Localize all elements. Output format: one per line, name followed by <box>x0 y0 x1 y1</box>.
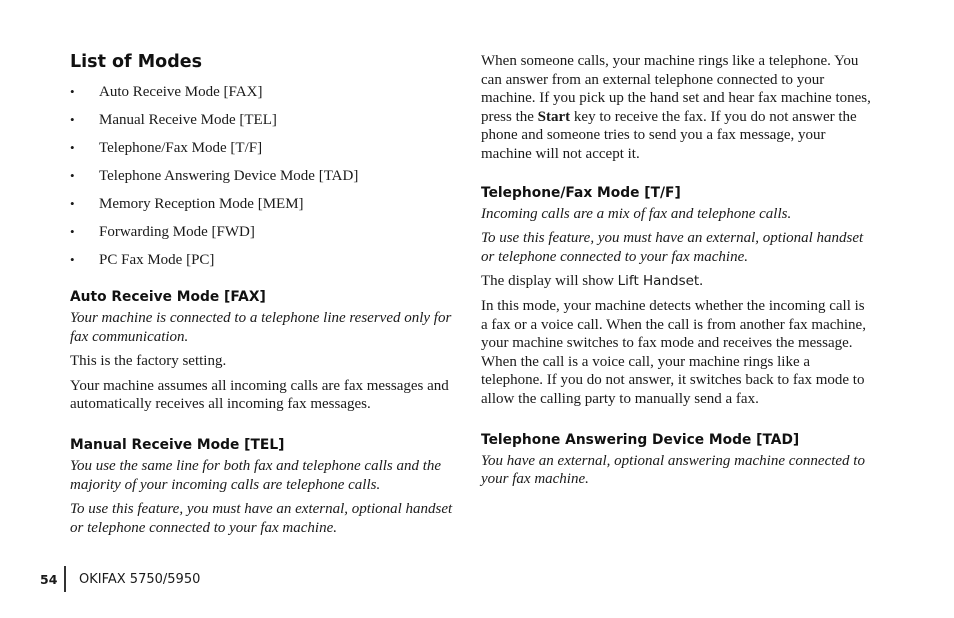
intro-paragraph <box>481 52 873 164</box>
tf-display-suffix: . <box>699 273 703 290</box>
page-title: List of Modes <box>70 52 203 72</box>
section-tad <box>481 431 873 489</box>
tf-body: In this mode, your machine detects whether the incoming call is a fax or a voice call. When the call is from another fax machine, your machine switches to fax mode and receives the message. When the call is a voice call, your machine rings like a telephone. If you do not answer, it switches back to fax mode to allow the calling party to manually send a fax. <box>481 297 866 407</box>
display-message: Lift Handset <box>617 273 700 290</box>
tf-display-note <box>481 272 873 291</box>
intro-text-1: When someone calls, your machine rings like a telephone. You can answer from an external telephone connected to your machine. If you pick up the hand set and hear fax machine tones, press the <box>481 53 871 125</box>
tf-display-prefix: The display will show <box>481 273 618 290</box>
right-column <box>481 52 873 511</box>
tad-description: You have an external, optional answering machine connected to your fax machine. <box>481 452 865 488</box>
product-name: OKIFAX 5750/5950 <box>79 571 201 587</box>
fax-factory-note: This is the factory setting. <box>70 353 227 370</box>
section-heading-tad: Telephone Answering Device Mode [TAD] <box>481 431 800 448</box>
start-key-label: Start <box>537 108 571 125</box>
section-fax <box>70 288 454 414</box>
tel-description: You use the same line for both fax and telephone calls and the majority of your incoming calls are telephone calls. <box>70 457 442 493</box>
section-heading-tel: Manual Receive Mode [TEL] <box>70 436 285 453</box>
list-item: • Memory Reception Mode [MEM] <box>70 190 454 218</box>
section-tel <box>70 436 454 537</box>
tf-description: Incoming calls are a mix of fax and telephone calls. <box>481 205 792 222</box>
modes-list <box>70 78 454 274</box>
section-tf <box>481 184 873 409</box>
section-heading-tf: Telephone/Fax Mode [T/F] <box>481 184 681 201</box>
fax-description: Your machine is connected to a telephone line reserved only for fax communication. <box>70 310 452 345</box>
section-heading-fax: Auto Receive Mode [FAX] <box>70 289 266 305</box>
footer-divider <box>64 566 66 592</box>
page-number: 54 <box>40 571 58 587</box>
list-item: • Forwarding Mode [FWD] <box>70 218 454 246</box>
list-item: • Telephone Answering Device Mode [TAD] <box>70 162 454 190</box>
page-footer <box>40 566 200 592</box>
list-item: • Manual Receive Mode [TEL] <box>70 106 454 134</box>
intro-text-2: key to receive the fax. If you do not answer the phone and someone tries to send you a fax message, your machine will not accept it. <box>481 108 857 162</box>
tf-requirement: To use this feature, you must have an external, optional handset or telephone connected to your fax machine. <box>481 230 864 265</box>
list-item: • PC Fax Mode [PC] <box>70 246 454 274</box>
list-item: • Telephone/Fax Mode [T/F] <box>70 134 454 162</box>
left-column <box>70 52 454 559</box>
list-item: • Auto Receive Mode [FAX] <box>70 78 454 106</box>
tel-requirement: To use this feature, you must have an external, optional handset or telephone connected to your fax machine. <box>70 501 453 536</box>
fax-body: Your machine assumes all incoming calls are fax messages and automatically receives all incoming fax messages. <box>70 377 449 413</box>
intro-paragraph-block <box>481 52 873 164</box>
